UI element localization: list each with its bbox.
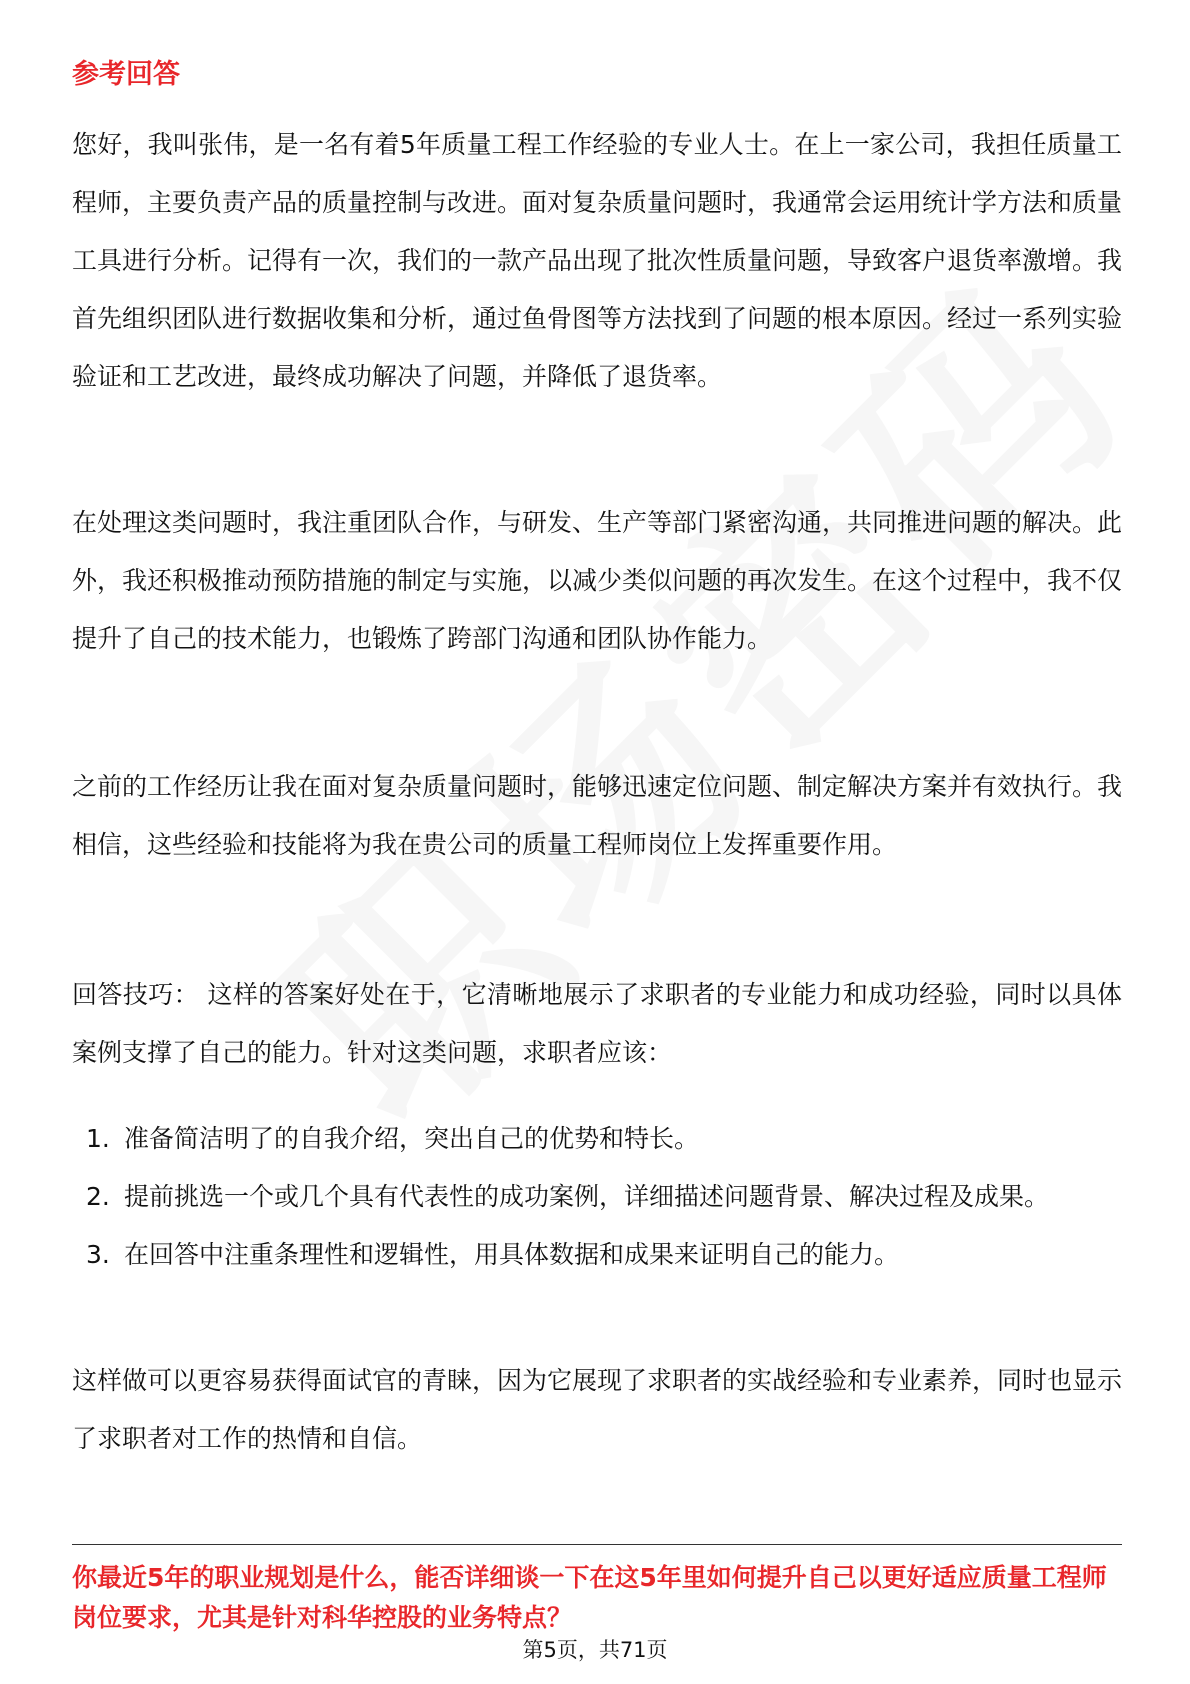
list-item — [72, 1110, 1122, 1168]
section-heading: 参考回答 — [72, 59, 180, 90]
section-divider — [72, 1544, 1122, 1545]
closing-paragraph: 这样做可以更容易获得面试官的青睐，因为它展现了求职者的实战经验和专业素养，同时也显示了求职者对工作的热情和自信。 — [72, 1366, 1123, 1453]
list-item — [72, 1226, 1122, 1284]
answer-paragraph-2: 在处理这类问题时，我注重团队合作，与研发、生产等部门紧密沟通，共同推进问题的解决。此外，我还积极推动预防措施的制定与实施，以减少类似问题的再次发生。在这个过程中，我不仅提升了自己的技术能力，也锻炼了跨部门沟通和团队协作能力。 — [72, 508, 1123, 653]
tips-list — [72, 1110, 1122, 1284]
list-item-text: 准备简洁明了的自我介绍，突出自己的优势和特长。 — [124, 1124, 700, 1153]
list-item-number: 2. — [86, 1182, 110, 1211]
list-item-number: 1. — [86, 1124, 110, 1153]
next-question: 你最近5年的职业规划是什么，能否详细谈一下在这5年里如何提升自己以更好适应质量工程师岗位要求，尤其是针对科华控股的业务特点？ — [72, 1563, 1107, 1632]
list-item — [72, 1168, 1122, 1226]
answer-tips-intro: 回答技巧： 这样的答案好处在于，它清晰地展示了求职者的专业能力和成功经验，同时以具体案例支撑了自己的能力。针对这类问题，求职者应该： — [72, 980, 1122, 1067]
answer-paragraph-3: 之前的工作经历让我在面对复杂质量问题时，能够迅速定位问题、制定解决方案并有效执行。我相信，这些经验和技能将为我在贵公司的质量工程师岗位上发挥重要作用。 — [72, 772, 1123, 859]
list-item-number: 3. — [86, 1240, 110, 1269]
page-number: 第5页，共71页 — [522, 1638, 668, 1662]
list-item-text: 在回答中注重条理性和逻辑性，用具体数据和成果来证明自己的能力。 — [124, 1240, 900, 1269]
list-item-text: 提前挑选一个或几个具有代表性的成功案例，详细描述问题背景、解决过程及成果。 — [124, 1182, 1050, 1211]
answer-paragraph-1: 您好，我叫张伟，是一名有着5年质量工程工作经验的专业人士。在上一家公司，我担任质量工程师，主要负责产品的质量控制与改进。面对复杂质量问题时，我通常会运用统计学方法和质量工具进行分析。记得有一次，我们的一款产品出现了批次性质量问题，导致客户退货率激增。我首先组织团队进行数据收集和分析，通过鱼骨图等方法找到了问题的根本原因。经过一系列实验验证和工艺改进，最终成功解决了问题，并降低了退货率。 — [72, 130, 1123, 391]
